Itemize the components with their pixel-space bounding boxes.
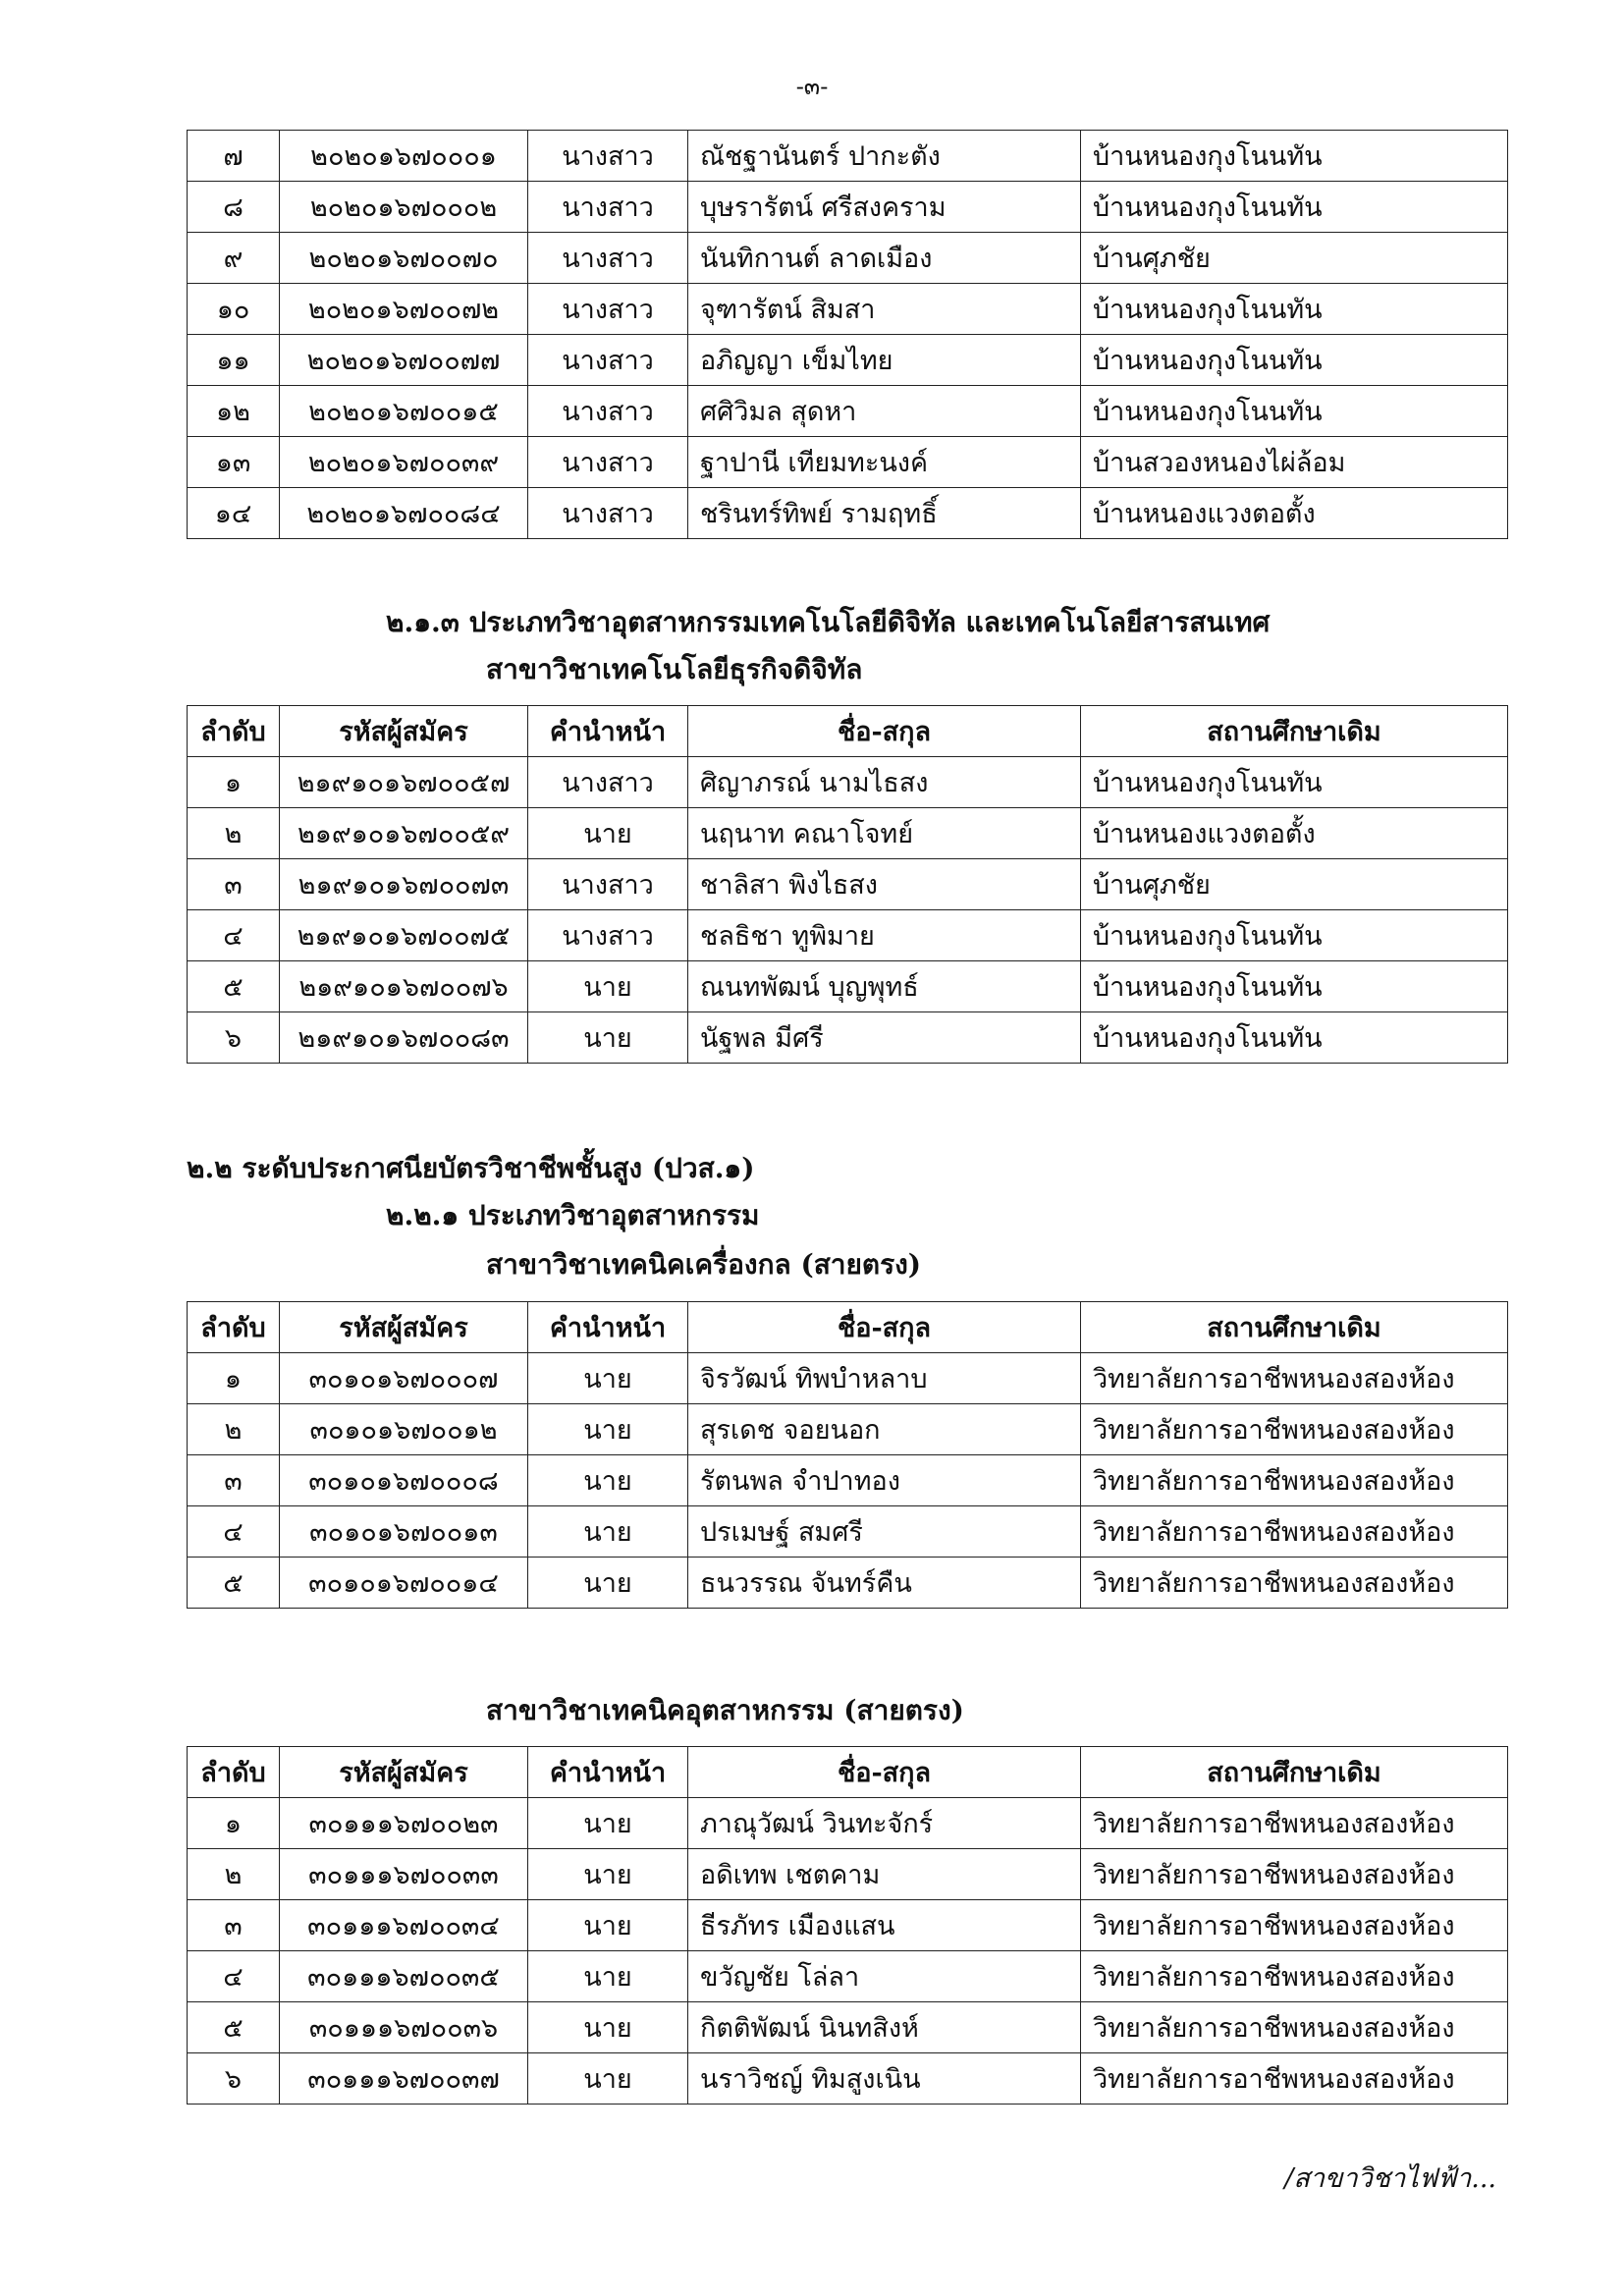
cell-school: วิทยาลัยการอาชีพหนองสองห้อง — [1081, 1506, 1508, 1558]
cell-school: บ้านหนองแวงตอตั้ง — [1081, 488, 1508, 539]
cell-prefix: นาย — [528, 808, 688, 859]
cell-prefix: นาย — [528, 1900, 688, 1951]
cell-school: บ้านศุภชัย — [1081, 859, 1508, 910]
page-number: -๓- — [795, 73, 829, 100]
cell-no: ๕ — [188, 961, 280, 1012]
cell-name: สุรเดช จอยนอก — [688, 1404, 1081, 1455]
cell-no: ๕ — [188, 1558, 280, 1609]
column-header-name: ชื่อ-สกุล — [688, 706, 1081, 757]
cell-name: ณนทพัฒน์ บุญพุทธ์ — [688, 961, 1081, 1012]
table-row — [188, 131, 1508, 182]
cell-id: ๒๐๒๐๑๖๗๐๐๐๑ — [280, 131, 528, 182]
column-header-id: รหัสผู้สมัคร — [280, 1747, 528, 1798]
cell-school: บ้านหนองกุงโนนทัน — [1081, 386, 1508, 437]
cell-id: ๒๑๙๑๐๑๖๗๐๐๗๕ — [280, 910, 528, 961]
cell-prefix: นาย — [528, 2002, 688, 2053]
cell-id: ๓๐๑๐๑๖๗๐๐๑๒ — [280, 1404, 528, 1455]
cell-name: ชลธิชา ทูพิมาย — [688, 910, 1081, 961]
cell-prefix: นาย — [528, 1404, 688, 1455]
cell-name: ปรเมษฐ์ สมศรี — [688, 1506, 1081, 1558]
cell-prefix: นาย — [528, 961, 688, 1012]
table-row — [188, 808, 1508, 859]
column-header-no: ลำดับ — [188, 1302, 280, 1353]
table-row — [188, 1900, 1508, 1951]
cell-school: บ้านหนองกุงโนนทัน — [1081, 910, 1508, 961]
table-row — [188, 233, 1508, 284]
cell-prefix: นาย — [528, 1558, 688, 1609]
cell-id: ๒๑๙๑๐๑๖๗๐๐๕๗ — [280, 757, 528, 808]
branch-heading-industrial: สาขาวิชาเทคนิคอุตสาหกรรม (สายตรง) — [486, 1694, 964, 1726]
cell-id: ๓๐๑๐๑๖๗๐๐๐๘ — [280, 1455, 528, 1506]
table-row — [188, 335, 1508, 386]
cell-name: อดิเทพ เชตคาม — [688, 1849, 1081, 1900]
applicant-table-2 — [187, 705, 1508, 1064]
cell-no: ๔ — [188, 1951, 280, 2002]
branch-heading-mechanical: สาขาวิชาเทคนิคเครื่องกล (สายตรง) — [486, 1248, 922, 1281]
applicant-table-3 — [187, 1301, 1508, 1609]
column-header-prefix: คำนำหน้า — [528, 1747, 688, 1798]
cell-prefix: นาย — [528, 1798, 688, 1849]
cell-school: บ้านหนองกุงโนนทัน — [1081, 1012, 1508, 1064]
table-row — [188, 1012, 1508, 1064]
cell-no: ๓ — [188, 859, 280, 910]
cell-school: วิทยาลัยการอาชีพหนองสองห้อง — [1081, 1951, 1508, 2002]
cell-no: ๓ — [188, 1900, 280, 1951]
table-row — [188, 1951, 1508, 2002]
cell-school: บ้านหนองกุงโนนทัน — [1081, 284, 1508, 335]
cell-name: ชรินทร์ทิพย์ รามฤทธิ์ — [688, 488, 1081, 539]
applicant-table-1 — [187, 130, 1508, 539]
cell-id: ๒๑๙๑๐๑๖๗๐๐๕๙ — [280, 808, 528, 859]
cell-school: วิทยาลัยการอาชีพหนองสองห้อง — [1081, 1798, 1508, 1849]
cell-id: ๒๐๒๐๑๖๗๐๐๑๕ — [280, 386, 528, 437]
cell-school: บ้านหนองกุงโนนทัน — [1081, 335, 1508, 386]
cell-id: ๓๐๑๑๑๖๗๐๐๒๓ — [280, 1798, 528, 1849]
table-row — [188, 1798, 1508, 1849]
table-row — [188, 386, 1508, 437]
column-header-no: ลำดับ — [188, 1747, 280, 1798]
cell-no: ๑ — [188, 1798, 280, 1849]
cell-id: ๓๐๑๑๑๖๗๐๐๓๗ — [280, 2053, 528, 2105]
cell-prefix: นางสาว — [528, 131, 688, 182]
cell-id: ๒๐๒๐๑๖๗๐๐๗๒ — [280, 284, 528, 335]
cell-name: นันทิกานต์ ลาดเมือง — [688, 233, 1081, 284]
cell-school: วิทยาลัยการอาชีพหนองสองห้อง — [1081, 1404, 1508, 1455]
cell-school: บ้านหนองแวงตอตั้ง — [1081, 808, 1508, 859]
cell-no: ๔ — [188, 910, 280, 961]
cell-name: จุฑารัตน์ สิมสา — [688, 284, 1081, 335]
table-header-row — [188, 1747, 1508, 1798]
table-row — [188, 284, 1508, 335]
cell-prefix: นางสาว — [528, 757, 688, 808]
column-header-school: สถานศึกษาเดิม — [1081, 706, 1508, 757]
column-header-name: ชื่อ-สกุล — [688, 1747, 1081, 1798]
cell-name: ฐาปานี เทียมทะนงค์ — [688, 437, 1081, 488]
cell-no: ๒ — [188, 1404, 280, 1455]
cell-prefix: นาย — [528, 1951, 688, 2002]
applicant-table-4 — [187, 1746, 1508, 2105]
cell-school: บ้านหนองกุงโนนทัน — [1081, 131, 1508, 182]
cell-id: ๓๐๑๑๑๖๗๐๐๓๖ — [280, 2002, 528, 2053]
cell-id: ๓๐๑๐๑๖๗๐๐๑๔ — [280, 1558, 528, 1609]
cell-no: ๑ — [188, 1353, 280, 1404]
cell-no: ๑๔ — [188, 488, 280, 539]
cell-school: วิทยาลัยการอาชีพหนองสองห้อง — [1081, 1455, 1508, 1506]
table-row — [188, 1455, 1508, 1506]
section-heading-2-2-1: ๒.๒.๑ ประเภทวิชาอุตสาหกรรม — [386, 1199, 760, 1231]
section-heading-2-2: ๒.๒ ระดับประกาศนียบัตรวิชาชีพชั้นสูง (ปวส.๑) — [187, 1152, 755, 1184]
cell-name: กิตติพัฒน์ นินทสิงห์ — [688, 2002, 1081, 2053]
cell-name: ขวัญชัย โล่ลา — [688, 1951, 1081, 2002]
cell-prefix: นางสาว — [528, 386, 688, 437]
cell-id: ๒๐๒๐๑๖๗๐๐๗๐ — [280, 233, 528, 284]
column-header-prefix: คำนำหน้า — [528, 1302, 688, 1353]
cell-id: ๓๐๑๐๑๖๗๐๐๑๓ — [280, 1506, 528, 1558]
table-row — [188, 1353, 1508, 1404]
cell-id: ๓๐๑๑๑๖๗๐๐๓๔ — [280, 1900, 528, 1951]
cell-prefix: นาย — [528, 1506, 688, 1558]
table-row — [188, 488, 1508, 539]
cell-no: ๖ — [188, 2053, 280, 2105]
cell-prefix: นางสาว — [528, 182, 688, 233]
cell-school: บ้านหนองกุงโนนทัน — [1081, 961, 1508, 1012]
table-row — [188, 1506, 1508, 1558]
cell-id: ๒๐๒๐๑๖๗๐๐๓๙ — [280, 437, 528, 488]
branch-heading-digital-business: สาขาวิชาเทคโนโลยีธุรกิจดิจิทัล — [486, 653, 863, 685]
column-header-school: สถานศึกษาเดิม — [1081, 1302, 1508, 1353]
cell-id: ๓๐๑๑๑๖๗๐๐๓๓ — [280, 1849, 528, 1900]
cell-school: บ้านหนองกุงโนนทัน — [1081, 182, 1508, 233]
cell-school: บ้านศุภชัย — [1081, 233, 1508, 284]
cell-no: ๙ — [188, 233, 280, 284]
cell-no: ๖ — [188, 1012, 280, 1064]
cell-no: ๓ — [188, 1455, 280, 1506]
cell-prefix: นางสาว — [528, 233, 688, 284]
cell-name: ณัชฐานันตร์ ปากะตัง — [688, 131, 1081, 182]
column-header-id: รหัสผู้สมัคร — [280, 706, 528, 757]
cell-school: บ้านสวองหนองไผ่ล้อม — [1081, 437, 1508, 488]
cell-school: บ้านหนองกุงโนนทัน — [1081, 757, 1508, 808]
cell-prefix: นาย — [528, 1012, 688, 1064]
cell-no: ๘ — [188, 182, 280, 233]
table-row — [188, 437, 1508, 488]
table-row — [188, 1558, 1508, 1609]
cell-no: ๗ — [188, 131, 280, 182]
table-row — [188, 2053, 1508, 2105]
cell-name: จิรวัฒน์ ทิพบำหลาบ — [688, 1353, 1081, 1404]
cell-prefix: นาย — [528, 1455, 688, 1506]
cell-prefix: นาย — [528, 2053, 688, 2105]
cell-no: ๑ — [188, 757, 280, 808]
cell-name: ศศิวิมล สุดหา — [688, 386, 1081, 437]
table-header-row — [188, 1302, 1508, 1353]
cell-prefix: นางสาว — [528, 488, 688, 539]
cell-name: ชาลิสา พิงไธสง — [688, 859, 1081, 910]
section-heading-2-1-3: ๒.๑.๓ ประเภทวิชาอุตสาหกรรมเทคโนโลยีดิจิทัล และเทคโนโลยีสารสนเทศ — [386, 606, 1271, 638]
cell-school: วิทยาลัยการอาชีพหนองสองห้อง — [1081, 2002, 1508, 2053]
cell-no: ๑๑ — [188, 335, 280, 386]
column-header-no: ลำดับ — [188, 706, 280, 757]
cell-no: ๑๓ — [188, 437, 280, 488]
cell-id: ๒๐๒๐๑๖๗๐๐๗๗ — [280, 335, 528, 386]
cell-no: ๒ — [188, 1849, 280, 1900]
column-header-prefix: คำนำหน้า — [528, 706, 688, 757]
cell-name: ศิญาภรณ์ นามไธสง — [688, 757, 1081, 808]
cell-prefix: นางสาว — [528, 284, 688, 335]
cell-no: ๕ — [188, 2002, 280, 2053]
cell-school: วิทยาลัยการอาชีพหนองสองห้อง — [1081, 1849, 1508, 1900]
cell-school: วิทยาลัยการอาชีพหนองสองห้อง — [1081, 2053, 1508, 2105]
table-row — [188, 910, 1508, 961]
cell-school: วิทยาลัยการอาชีพหนองสองห้อง — [1081, 1353, 1508, 1404]
cell-school: วิทยาลัยการอาชีพหนองสองห้อง — [1081, 1558, 1508, 1609]
cell-name: ธีรภัทร เมืองแสน — [688, 1900, 1081, 1951]
cell-name: รัตนพล จำปาทอง — [688, 1455, 1081, 1506]
cell-prefix: นางสาว — [528, 335, 688, 386]
table-row — [188, 757, 1508, 808]
cell-name: บุษรารัตน์ ศรีสงคราม — [688, 182, 1081, 233]
cell-name: นฤนาท คณาโจทย์ — [688, 808, 1081, 859]
cell-name: ธนวรรณ จันทร์คืน — [688, 1558, 1081, 1609]
cell-no: ๑๐ — [188, 284, 280, 335]
cell-id: ๒๑๙๑๐๑๖๗๐๐๗๖ — [280, 961, 528, 1012]
cell-name: อภิญญา เข็มไทย — [688, 335, 1081, 386]
continuation-note: /สาขาวิชาไฟฟ้า... — [1284, 2163, 1496, 2194]
cell-id: ๒๑๙๑๐๑๖๗๐๐๘๓ — [280, 1012, 528, 1064]
cell-id: ๒๐๒๐๑๖๗๐๐๘๔ — [280, 488, 528, 539]
cell-prefix: นางสาว — [528, 437, 688, 488]
cell-id: ๒๐๒๐๑๖๗๐๐๐๒ — [280, 182, 528, 233]
cell-school: วิทยาลัยการอาชีพหนองสองห้อง — [1081, 1900, 1508, 1951]
column-header-name: ชื่อ-สกุล — [688, 1302, 1081, 1353]
cell-prefix: นางสาว — [528, 859, 688, 910]
cell-name: ภาณุวัฒน์ วินทะจักร์ — [688, 1798, 1081, 1849]
table-row — [188, 182, 1508, 233]
cell-prefix: นาย — [528, 1353, 688, 1404]
cell-prefix: นางสาว — [528, 910, 688, 961]
cell-no: ๑๒ — [188, 386, 280, 437]
cell-name: นัฐพล มีศรี — [688, 1012, 1081, 1064]
cell-id: ๓๐๑๑๑๖๗๐๐๓๕ — [280, 1951, 528, 2002]
table-row — [188, 859, 1508, 910]
cell-id: ๒๑๙๑๐๑๖๗๐๐๗๓ — [280, 859, 528, 910]
cell-name: นราวิชญ์ ทิมสูงเนิน — [688, 2053, 1081, 2105]
column-header-school: สถานศึกษาเดิม — [1081, 1747, 1508, 1798]
table-row — [188, 2002, 1508, 2053]
column-header-id: รหัสผู้สมัคร — [280, 1302, 528, 1353]
table-header-row — [188, 706, 1508, 757]
table-row — [188, 1404, 1508, 1455]
cell-no: ๒ — [188, 808, 280, 859]
cell-no: ๔ — [188, 1506, 280, 1558]
table-row — [188, 961, 1508, 1012]
table-row — [188, 1849, 1508, 1900]
cell-prefix: นาย — [528, 1849, 688, 1900]
cell-id: ๓๐๑๐๑๖๗๐๐๐๗ — [280, 1353, 528, 1404]
